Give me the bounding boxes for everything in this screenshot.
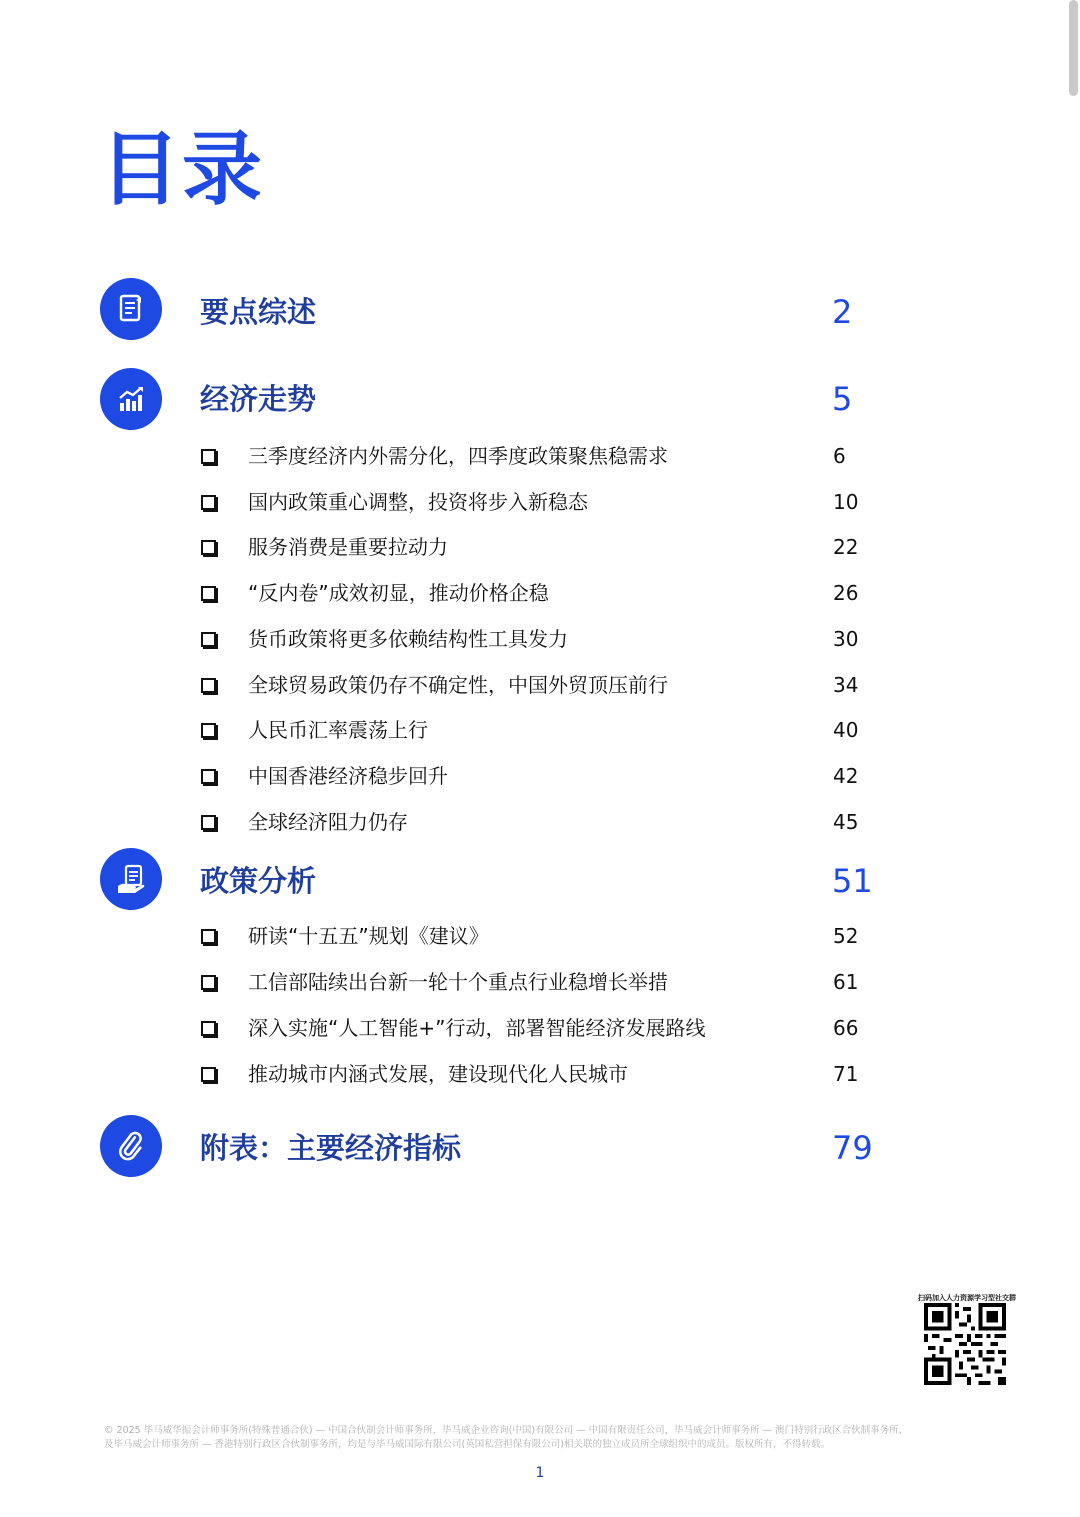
section-title-economy[interactable]: 经济走势	[200, 382, 317, 416]
document-icon	[100, 278, 162, 340]
toc-item[interactable]: 研读“十五五”规划《建议》	[248, 924, 489, 948]
paperclip-icon	[100, 1115, 162, 1177]
toc-item-page[interactable]: 10	[833, 490, 859, 514]
section-title-summary[interactable]: 要点综述	[200, 295, 317, 329]
page-title: 目录	[100, 123, 264, 216]
growth-chart-icon	[100, 368, 162, 430]
toc-item-page[interactable]: 42	[833, 764, 859, 788]
toc-item[interactable]: 推动城市内涵式发展，建设现代化人民城市	[248, 1062, 628, 1086]
section-title-appendix[interactable]: 附表：主要经济指标	[200, 1131, 462, 1165]
toc-item-page[interactable]: 66	[833, 1016, 859, 1040]
policy-document-hand-icon	[100, 848, 162, 910]
toc-item-page[interactable]: 52	[833, 924, 859, 948]
toc-item[interactable]: 全球经济阻力仍存	[248, 810, 408, 834]
toc-item-page[interactable]: 61	[833, 970, 859, 994]
toc-item-page[interactable]: 40	[833, 718, 859, 742]
checkbox-icon	[201, 929, 216, 944]
checkbox-icon	[201, 540, 216, 555]
toc-item[interactable]: 国内政策重心调整，投资将步入新稳态	[248, 490, 588, 514]
toc-item-page[interactable]: 30	[833, 627, 859, 651]
toc-item[interactable]: 全球贸易政策仍存不确定性，中国外贸顶压前行	[248, 673, 668, 697]
toc-item[interactable]: 服务消费是重要拉动力	[248, 535, 448, 559]
copyright-line: © 2025 毕马威华振会计师事务所(特殊普通合伙) — 中国合伙制会计师事务所，毕马威企业咨询(中国)有限公司 — 中国有限责任公司，毕马威会计师事务所 — 澳门特别行政区合伙制事务所，	[104, 1425, 909, 1436]
copyright-line: 及毕马威会计师事务所 — 香港特别行政区合伙制事务所，均是与毕马威国际有限公司(英国私营担保有限公司)相关联的独立成员所全球组织中的成员。版权所有，不得转载。	[104, 1439, 830, 1450]
scrollbar[interactable]	[1069, 0, 1078, 96]
checkbox-icon	[201, 678, 216, 693]
toc-item[interactable]: 人民币汇率震荡上行	[248, 718, 428, 742]
checkbox-icon	[201, 1021, 216, 1036]
section-page-economy[interactable]: 5	[832, 380, 853, 418]
toc-item-page[interactable]: 45	[833, 810, 859, 834]
checkbox-icon	[201, 975, 216, 990]
qr-code-icon[interactable]	[924, 1303, 1006, 1385]
copyright-notice	[104, 1424, 984, 1452]
toc-item[interactable]: 深入实施“人工智能+”行动，部署智能经济发展路线	[248, 1016, 706, 1040]
checkbox-icon	[201, 769, 216, 784]
toc-item-page[interactable]: 34	[833, 673, 859, 697]
checkbox-icon	[201, 449, 216, 464]
toc-item-page[interactable]: 22	[833, 535, 859, 559]
checkbox-icon	[201, 723, 216, 738]
section-title-policy[interactable]: 政策分析	[200, 864, 317, 898]
section-page-appendix[interactable]: 79	[832, 1129, 873, 1167]
section-page-policy[interactable]: 51	[832, 862, 873, 900]
toc-item[interactable]: 三季度经济内外需分化，四季度政策聚焦稳需求	[248, 444, 668, 468]
toc-item[interactable]: “反内卷”成效初显，推动价格企稳	[248, 581, 549, 605]
section-page-summary[interactable]: 2	[832, 293, 853, 331]
checkbox-icon	[201, 586, 216, 601]
page-number: 1	[535, 1465, 545, 1481]
checkbox-icon	[201, 495, 216, 510]
checkbox-icon	[201, 815, 216, 830]
toc-item[interactable]: 中国香港经济稳步回升	[248, 764, 448, 788]
checkbox-icon	[201, 632, 216, 647]
qr-caption: 扫码加入人力资源学习型社交群	[918, 1294, 1016, 1302]
checkbox-icon	[201, 1067, 216, 1082]
toc-item-page[interactable]: 26	[833, 581, 859, 605]
toc-item[interactable]: 货币政策将更多依赖结构性工具发力	[248, 627, 568, 651]
toc-item[interactable]: 工信部陆续出台新一轮十个重点行业稳增长举措	[248, 970, 668, 994]
toc-item-page[interactable]: 71	[833, 1062, 859, 1086]
toc-item-page[interactable]: 6	[833, 444, 846, 468]
